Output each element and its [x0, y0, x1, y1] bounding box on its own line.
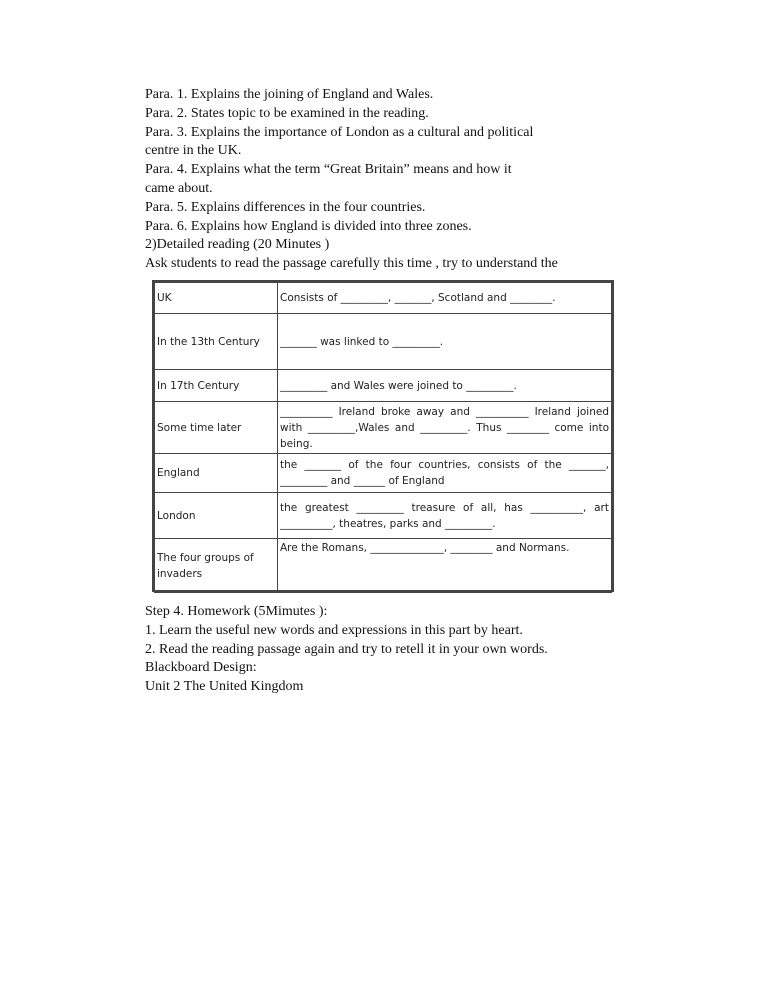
table-row [155, 370, 612, 402]
row-content: Are the Romans, ______________, ________ and Normans. [278, 539, 612, 593]
section-heading: Step 4. Homework (5Mimutes ): [145, 604, 328, 619]
intro-line: came about. [145, 180, 213, 196]
row-label: Some time later [155, 402, 278, 454]
row-content: _________ and Wales were joined to _________. [278, 370, 612, 402]
intro-text [145, 86, 615, 274]
row-label: UK [155, 283, 278, 314]
row-content: __________ Ireland broke away and __________ Ireland joined with _________,Wales and _________. Thus ________ come into being. [278, 402, 612, 454]
row-label: In the 13th Century [155, 314, 278, 370]
homework-item: 1. Learn the useful new words and expressions in this part by heart. [145, 622, 523, 638]
table-row [155, 283, 612, 314]
fill-in-table [154, 282, 612, 593]
table-row [155, 493, 612, 539]
row-content: _______ was linked to _________. [278, 314, 612, 370]
row-label: The four groups of invaders [155, 539, 278, 593]
homework-text [145, 603, 615, 697]
intro-line: Para. 4. Explains what the term “Great Britain” means and how it [145, 162, 512, 178]
intro-line: Para. 3. Explains the importance of London as a cultural and political [145, 124, 534, 140]
homework-item: 2. Read the reading passage again and try to retell it in your own words. [145, 641, 548, 657]
table-row [155, 402, 612, 454]
row-content: the greatest _________ treasure of all, has __________, art __________, theatres, parks and _________. [278, 493, 612, 539]
row-content: the _______ of the four countries, consists of the _______, _________ and ______ of England [278, 454, 612, 493]
worksheet-table [152, 280, 614, 592]
intro-line: Para. 2. States topic to be examined in the reading. [145, 105, 429, 121]
row-content: Consists of _________, _______, Scotland and ________. [278, 283, 612, 314]
table-row [155, 454, 612, 493]
row-label: In 17th Century [155, 370, 278, 402]
row-label: London [155, 493, 278, 539]
section-heading: 2)Detailed reading (20 Minutes ) [145, 237, 330, 253]
table-row [155, 314, 612, 370]
unit-title: Unit 2 The United Kingdom [145, 679, 304, 695]
intro-line: Para. 1. Explains the joining of England and Wales. [145, 87, 434, 102]
row-label: England [155, 454, 278, 493]
intro-line: Para. 6. Explains how England is divided into three zones. [145, 218, 472, 234]
intro-line: Ask students to read the passage carefully this time , try to understand the [145, 256, 558, 272]
table-row [155, 539, 612, 593]
intro-line: centre in the UK. [145, 143, 242, 159]
intro-line: Para. 5. Explains differences in the four countries. [145, 199, 426, 215]
section-heading: Blackboard Design: [145, 660, 257, 676]
